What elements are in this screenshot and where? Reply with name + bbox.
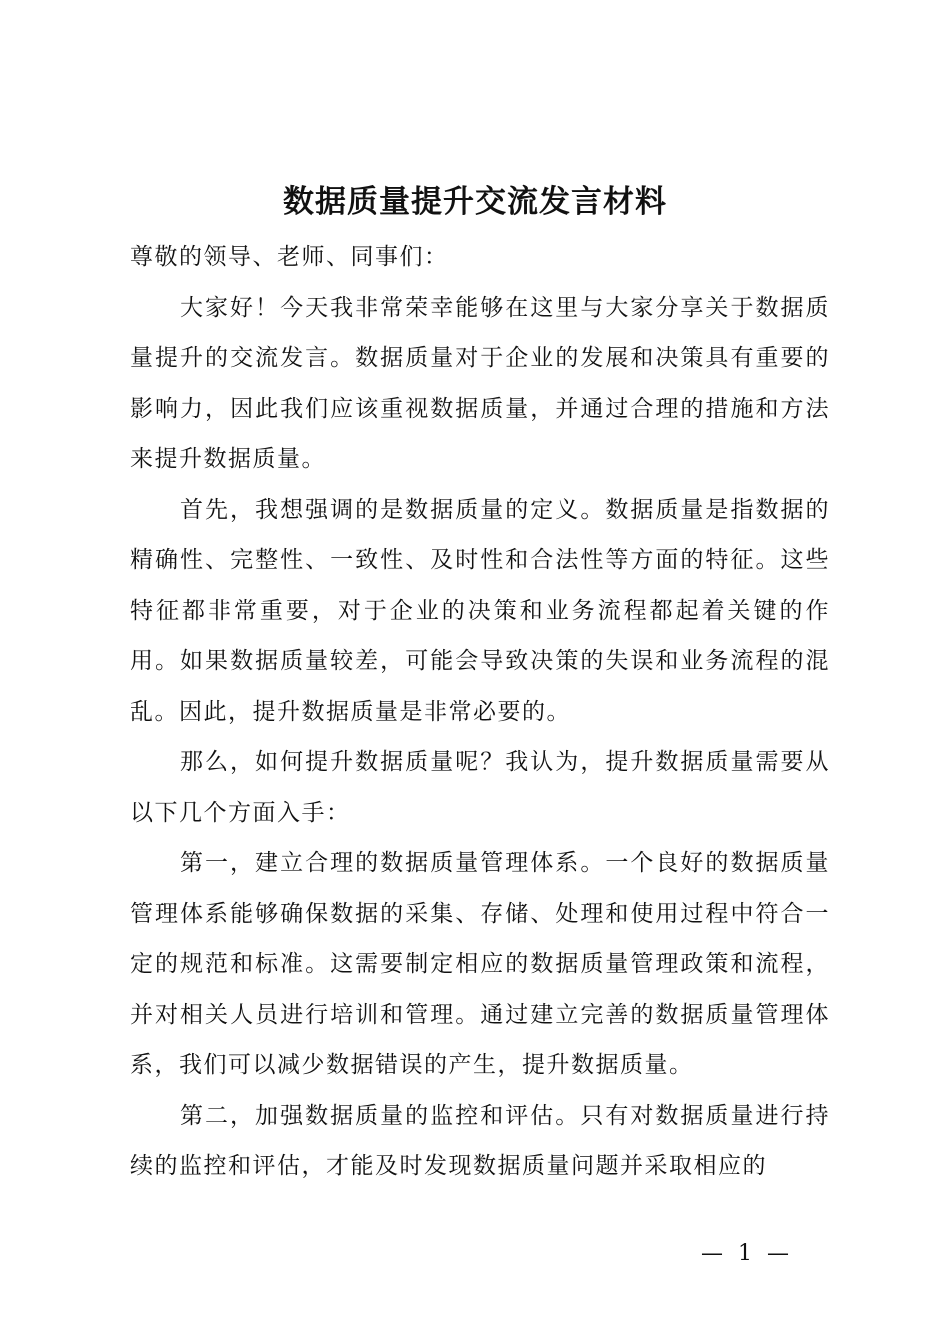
document-title: 数据质量提升交流发言材料 [283,184,667,220]
page-number: 1 [738,1241,752,1266]
paragraph-definition: 首先，我想强调的是数据质量的定义。数据质量是指数据的精确性、完整性、一致性、及时性和合法性等方面的特征。这些特征都非常重要，对于企业的决策和业务流程都起着关键的作用。如果数据质量较差，可能会导致决策的失误和业务流程的混乱。因此，提升数据质量是非常必要的。 [130,496,830,725]
document-body [130,232,830,1192]
paragraph-question: 那么，如何提升数据质量呢？我认为，提升数据质量需要从以下几个方面入手： [130,749,830,826]
footer-dash-left: — [701,1241,723,1266]
paragraph-point-two: 第二，加强数据质量的监控和评估。只有对数据质量进行持续的监控和评估，才能及时发现数据质量问题并采取相应的 [130,1102,830,1179]
paragraph-intro: 大家好！今天我非常荣幸能够在这里与大家分享关于数据质量提升的交流发言。数据质量对于企业的发展和决策具有重要的影响力，因此我们应该重视数据质量，并通过合理的措施和方法来提升数据质量。 [130,294,830,472]
salutation: 尊敬的领导、老师、同事们： [130,244,449,270]
footer-dash-right: — [767,1241,789,1266]
paragraph-point-one: 第一，建立合理的数据质量管理体系。一个良好的数据质量管理体系能够确保数据的采集、存储、处理和使用过程中符合一定的规范和标准。这需要制定相应的数据质量管理政策和流程，并对相关人员进行培训和管理。通过建立完善的数据质量管理体系，我们可以减少数据错误的产生，提升数据质量。 [130,850,830,1078]
page-footer [700,1237,790,1271]
